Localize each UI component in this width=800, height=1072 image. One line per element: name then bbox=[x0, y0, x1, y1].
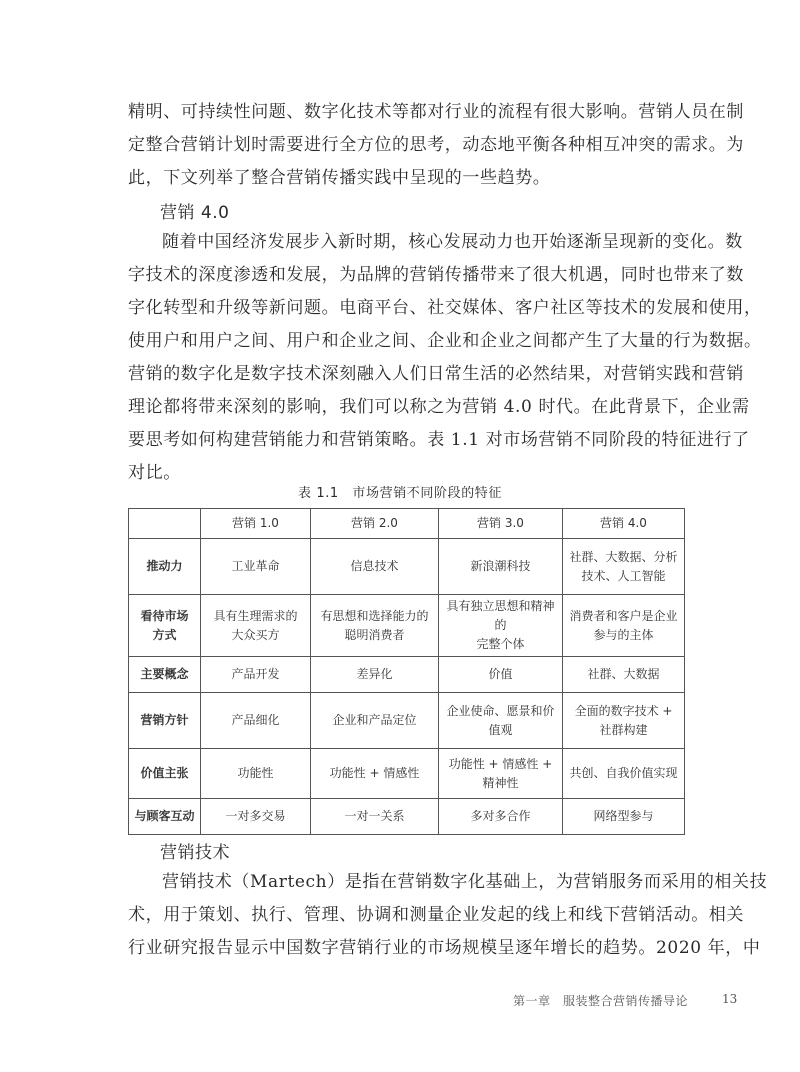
table-cell: 功能性 + 情感性 bbox=[311, 749, 439, 799]
text-line: 定整合营销计划时需要进行全方位的思考，动态地平衡各种相互冲突的需求。为 bbox=[128, 135, 744, 155]
table-cell: 功能性 + 情感性 + 精神性 bbox=[439, 749, 563, 799]
table-cell: 一对一关系 bbox=[311, 799, 439, 835]
table-cell: 企业使命、愿景和价 值观 bbox=[439, 693, 563, 749]
text-line: 随着中国经济发展步入新时期，核心发展动力也开始逐渐呈现新的变化。数 bbox=[162, 232, 743, 252]
table-cell: 社群、大数据 bbox=[563, 657, 685, 693]
text-line: 行业研究报告显示中国数字营销行业的市场规模呈逐年增长的趋势。2020 年，中 bbox=[128, 938, 761, 958]
row-header-cell: 营销方针 bbox=[129, 693, 201, 749]
table-cell: 信息技术 bbox=[311, 539, 439, 595]
table-row bbox=[129, 657, 685, 693]
text-line: 要思考如何构建营销能力和营销策略。表 1.1 对市场营销不同阶段的特征进行了 bbox=[128, 430, 750, 450]
table-caption: 表 1.1 市场营销不同阶段的特征 bbox=[297, 486, 502, 501]
header-cell: 营销 3.0 bbox=[439, 509, 563, 539]
table-row bbox=[129, 799, 685, 835]
table-cell: 差异化 bbox=[311, 657, 439, 693]
row-header-cell: 主要概念 bbox=[129, 657, 201, 693]
text-line: 字化转型和升级等新问题。电商平台、社交媒体、客户社区等技术的发展和使用， bbox=[128, 298, 762, 318]
table-cell: 产品细化 bbox=[201, 693, 311, 749]
text-line: 营销技术（Martech）是指在营销数字化基础上，为营销服务而采用的相关技 bbox=[162, 872, 768, 892]
table-cell: 功能性 bbox=[201, 749, 311, 799]
header-cell: 营销 4.0 bbox=[563, 509, 685, 539]
table-cell: 产品开发 bbox=[201, 657, 311, 693]
header-cell: 营销 2.0 bbox=[311, 509, 439, 539]
table-cell: 多对多合作 bbox=[439, 799, 563, 835]
row-header-cell: 价值主张 bbox=[129, 749, 201, 799]
text-line: 营销的数字化是数字技术深刻融入人们日常生活的必然结果，对营销实践和营销 bbox=[128, 364, 744, 384]
table-cell: 全面的数字技术 + 社群构建 bbox=[563, 693, 685, 749]
row-header-cell: 推动力 bbox=[129, 539, 201, 595]
row-header-cell: 与顾客互动 bbox=[129, 799, 201, 835]
table-cell: 消费者和客户是企业 参与的主体 bbox=[563, 595, 685, 657]
intro-paragraph bbox=[128, 96, 744, 195]
table-cell: 社群、大数据、分析 技术、人工智能 bbox=[563, 539, 685, 595]
martech-paragraph bbox=[128, 866, 768, 965]
table-cell: 新浪潮科技 bbox=[439, 539, 563, 595]
text-line: 使用户和用户之间、用户和企业之间、企业和企业之间都产生了大量的行为数据。 bbox=[128, 331, 762, 351]
table-cell: 工业革命 bbox=[201, 539, 311, 595]
table-row bbox=[129, 749, 685, 799]
table-row bbox=[129, 693, 685, 749]
table-cell: 网络型参与 bbox=[563, 799, 685, 835]
page-number: 13 bbox=[722, 992, 738, 1006]
row-header-cell: 看待市场 方式 bbox=[129, 595, 201, 657]
section-heading-marketing-4: 营销 4.0 bbox=[160, 203, 230, 223]
header-cell: 营销 1.0 bbox=[201, 509, 311, 539]
text-line: 术，用于策划、执行、管理、协调和测量企业发起的线上和线下营销活动。相关 bbox=[128, 905, 744, 925]
text-line: 此，下文列举了整合营销传播实践中呈现的一些趋势。 bbox=[128, 168, 551, 188]
text-line: 字技术的深度渗透和发展，为品牌的营销传播带来了很大机遇，同时也带来了数 bbox=[128, 265, 744, 285]
marketing-stages-table bbox=[128, 508, 685, 835]
text-line: 对比。 bbox=[128, 463, 181, 483]
table-row bbox=[129, 595, 685, 657]
text-line: 精明、可持续性问题、数字化技术等都对行业的流程有很大影响。营销人员在制 bbox=[128, 102, 744, 122]
table-cell: 有思想和选择能力的 聪明消费者 bbox=[311, 595, 439, 657]
table-cell: 一对多交易 bbox=[201, 799, 311, 835]
table-cell: 共创、自我价值实现 bbox=[563, 749, 685, 799]
table-header-row bbox=[129, 509, 685, 539]
chapter-title: 第一章 服装整合营销传播导论 bbox=[512, 994, 688, 1008]
table-cell: 具有独立思想和精神的 完整个体 bbox=[439, 595, 563, 657]
table-cell: 具有生理需求的 大众买方 bbox=[201, 595, 311, 657]
table-cell: 企业和产品定位 bbox=[311, 693, 439, 749]
section-heading-martech: 营销技术 bbox=[160, 843, 230, 863]
text-line: 理论都将带来深刻的影响，我们可以称之为营销 4.0 时代。在此背景下，企业需 bbox=[128, 397, 750, 417]
marketing-4-paragraph bbox=[128, 226, 762, 490]
table-row bbox=[129, 539, 685, 595]
header-cell bbox=[129, 509, 201, 539]
table-cell: 价值 bbox=[439, 657, 563, 693]
